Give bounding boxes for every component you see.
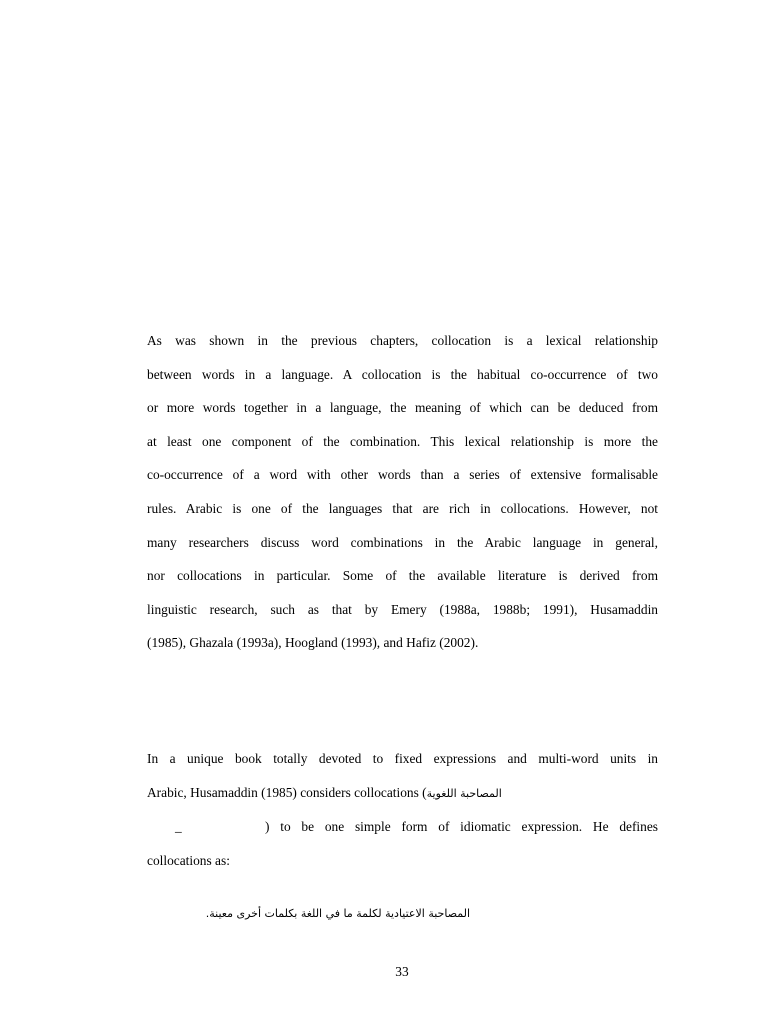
paragraph-line: linguistic research, such as that by Emery (1988a, 1988b; 1991), Husamaddin [147, 601, 658, 617]
arabic-definition-quote: المصاحبة الاعتيادية لكلمة ما في اللغة بكلمات أخرى معينة. [205, 907, 470, 920]
paragraph-line: As was shown in the previous chapters, collocation is a lexical relationship [147, 333, 658, 348]
paragraph-line: between words in a language. A collocation is the habitual co-occurrence of two [147, 366, 658, 382]
page-number: 33 [395, 964, 409, 979]
paragraph-line: at least one component of the combination. This lexical relationship is more the [147, 433, 658, 449]
paragraph-line: rules. Arabic is one of the languages that are rich in collocations. However, not [147, 500, 658, 516]
paragraph-line: collocations as: [147, 852, 230, 868]
paragraph-text: ) to be one simple form of idiomatic expression. He defines [265, 819, 658, 835]
paragraph-line: nor collocations in particular. Some of the available literature is derived from [147, 568, 658, 584]
paragraph-line: (1985), Ghazala (1993a), Hoogland (1993), and Hafiz (2002). [147, 635, 479, 651]
paragraph-line: or more words together in a language, the meaning of which can be deduced from [147, 400, 658, 416]
arabic-term: المصاحبة اللغوية [426, 786, 502, 800]
dash-mark: _ [175, 819, 182, 835]
paragraph-line-with-arabic [147, 776, 658, 811]
paragraph-text: Arabic, Husamaddin (1985) considers collocations ( [147, 784, 427, 800]
paragraph-line: In a unique book totally devoted to fixed expressions and multi-word units in [147, 751, 658, 766]
paragraph-line-dash [147, 810, 658, 844]
paragraph-line: co-occurrence of a word with other words than a series of extensive formalisable [147, 467, 658, 483]
paragraph-husamaddin [147, 742, 658, 877]
paragraph-line: many researchers discuss word combinations in the Arabic language in general, [147, 534, 658, 550]
paragraph-collocation-intro [147, 324, 658, 660]
